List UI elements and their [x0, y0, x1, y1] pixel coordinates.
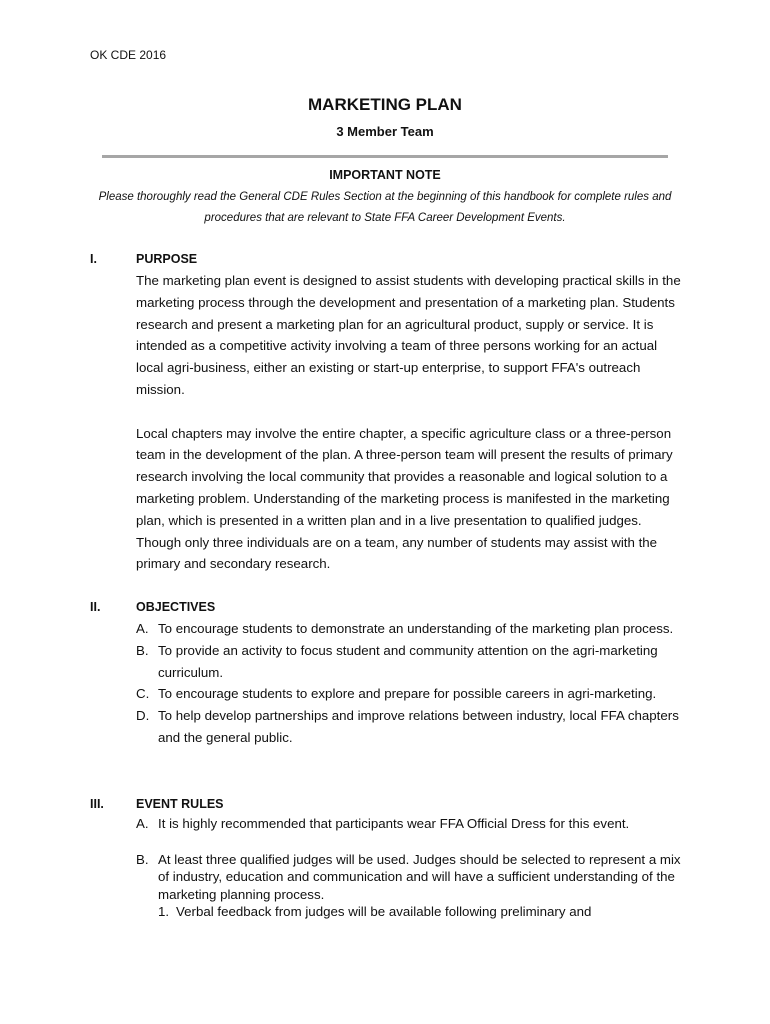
page-title: MARKETING PLAN: [308, 95, 462, 114]
list-marker: A.: [136, 621, 149, 636]
list-item-text: To encourage students to explore and prepare for possible careers in agri-marketing.: [158, 686, 657, 702]
list-item-text: To help develop partnerships and improve relations between industry, local FFA chapters and the general public.: [158, 708, 679, 745]
list-marker: C.: [136, 686, 150, 702]
paragraph: Local chapters may involve the entire chapter, a specific agriculture class or a three-person team in the development of the plan. A three-person team will present the results of primary research involving the local community that provides a reasonable and logical solution to a marketing problem. Understanding of the marketing process is manifested in the marketing plan, which is presented in a written plan and in a live presentation to qualified judges. Though only three individuals are on a team, any number of students may assist with the primary and secondary research.: [136, 425, 673, 572]
section-heading: EVENT RULES: [136, 797, 224, 811]
section-heading: OBJECTIVES: [136, 600, 216, 614]
list-item-text: Verbal feedback from judges will be available following preliminary and: [176, 904, 592, 919]
paragraph: The marketing plan event is designed to assist students with developing practical skills in the marketing process through the development and presentation of a marketing plan. Students research and present a marketing plan for an agricultural product, supply or service. It is intended as a competitive activity involving a team of three persons working for an actual local agri-business, either an existing or start-up enterprise, to support FFA's outreach mission.: [136, 273, 681, 397]
list-marker: B.: [136, 642, 149, 658]
list-item-text: At least three qualified judges will be used. Judges should be selected to represent a mix of industry, education and communication and will have a sufficient understanding of the marketing planning process.: [158, 851, 681, 902]
section-numeral: II.: [90, 600, 101, 614]
list-marker: B.: [136, 851, 149, 867]
list-marker: D.: [136, 708, 150, 724]
section-heading: PURPOSE: [136, 252, 198, 266]
list-item-text: To encourage students to demonstrate an understanding of the marketing plan process.: [158, 621, 674, 636]
list-item: [136, 618, 684, 640]
page-subtitle: 3 Member Team: [336, 124, 434, 139]
list-item-text: To provide an activity to focus student and community attention on the agri-marketing curriculum.: [158, 642, 658, 680]
list-item: [136, 640, 684, 684]
section-numeral: I.: [90, 252, 97, 266]
list-item: [136, 815, 684, 833]
sub-list-item: [136, 903, 684, 921]
note-heading: IMPORTANT NOTE: [329, 168, 441, 182]
horizontal-divider: [102, 155, 668, 158]
list-marker: 1.: [158, 904, 170, 919]
note-body: Please thoroughly read the General CDE Rules Section at the beginning of this handbook for complete rules and procedures that are relevant to State FFA Career Development Events.: [98, 191, 672, 224]
list-item: [136, 705, 684, 749]
list-item-text: It is highly recommended that participants wear FFA Official Dress for this event.: [158, 816, 630, 831]
list-marker: A.: [136, 816, 149, 831]
list-item: [136, 851, 684, 904]
running-header: OK CDE 2016: [90, 48, 167, 62]
section-numeral: III.: [90, 797, 104, 811]
list-item: [136, 683, 684, 705]
